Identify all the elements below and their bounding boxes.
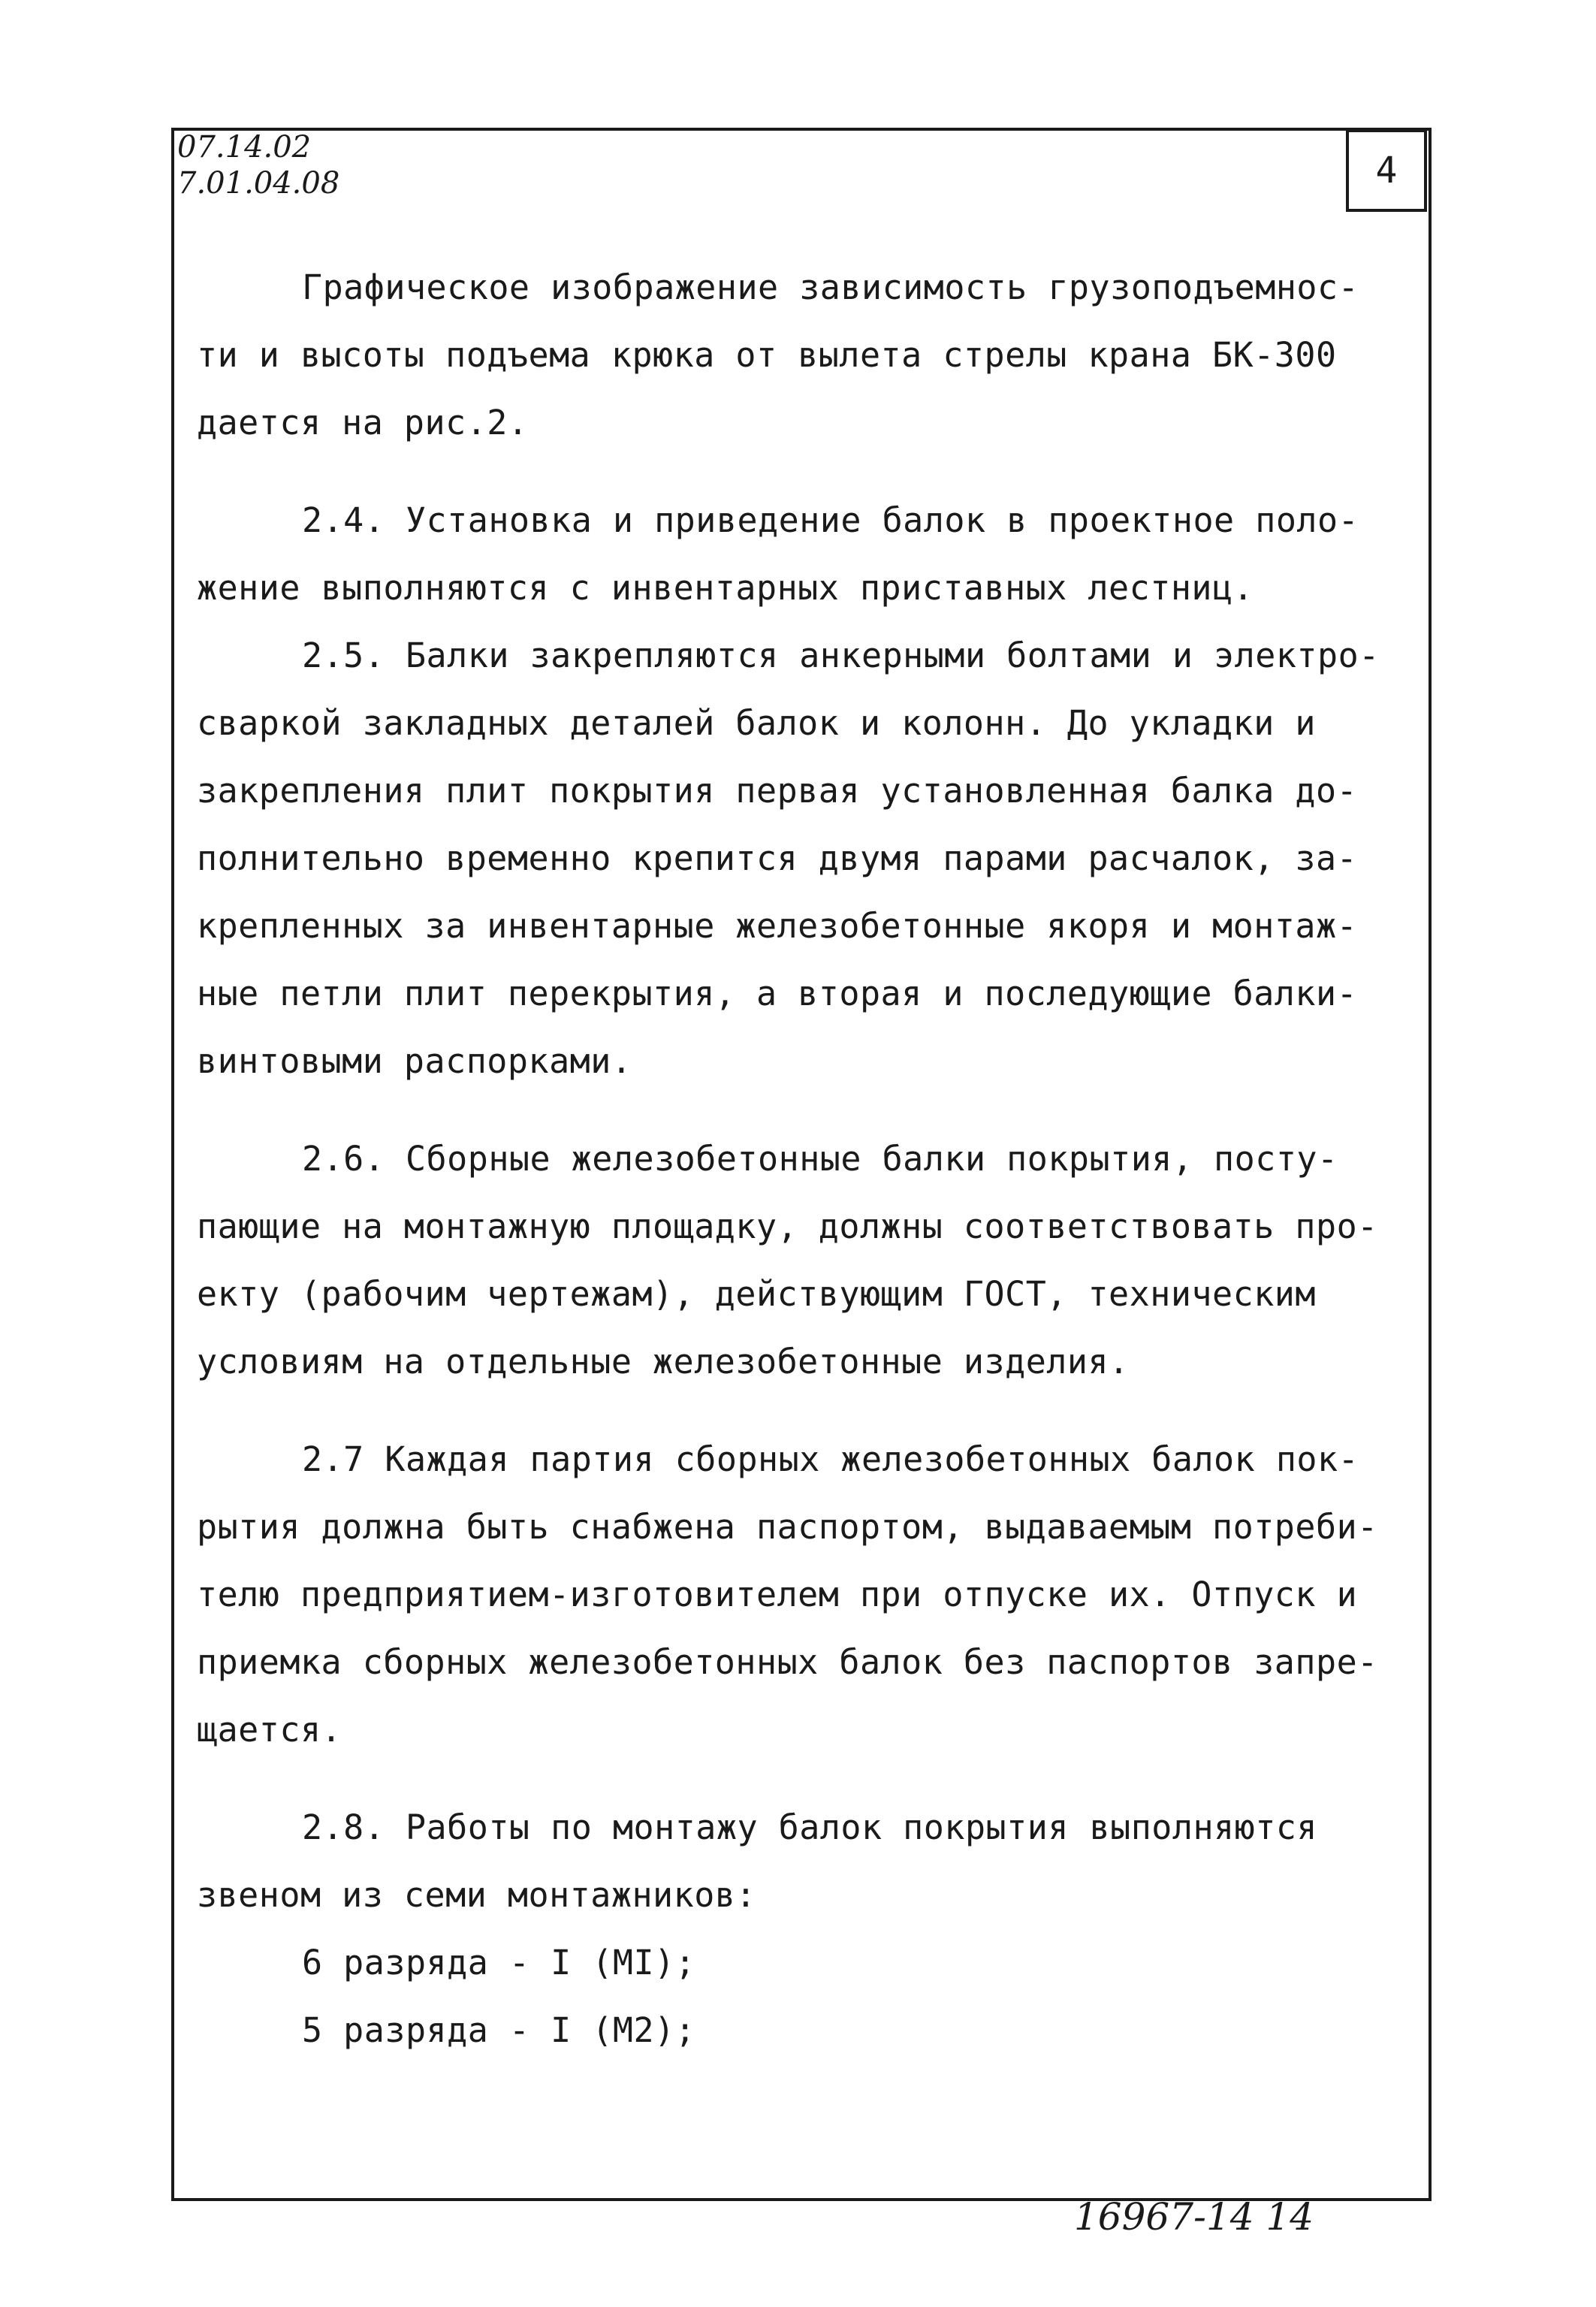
text-line: полнительно временно крепится двумя парами расчалок, за- xyxy=(197,838,1358,878)
text-line: 2.5. Балки закрепляются анкерными болтами и электро- xyxy=(302,636,1380,675)
code-line: 07.14.02 xyxy=(177,130,312,165)
text-line: ные петли плит перекрытия, а вторая и последующие балки- xyxy=(197,974,1358,1013)
paragraph xyxy=(197,1125,1406,1396)
text-line: дается на рис.2. xyxy=(197,403,529,442)
text-line: рытия должна быть снабжена паспортом, выдаваемым потреби- xyxy=(197,1507,1378,1547)
document-number: 16967-14 14 xyxy=(1074,2195,1314,2239)
text-line: Графическое изображение зависимость грузоподъемнос- xyxy=(302,267,1359,307)
page-number: 4 xyxy=(1375,149,1398,192)
text-line: пающие на монтажную площадку, должны соответствовать про- xyxy=(197,1206,1378,1246)
document-body xyxy=(197,254,1406,2064)
paragraph xyxy=(197,487,1406,622)
code-line: 7.01.04.08 xyxy=(177,166,340,201)
paragraph xyxy=(197,1794,1406,1929)
text-line: условиям на отдельные железобетонные изделия. xyxy=(197,1342,1130,1381)
text-line: закрепления плит покрытия первая установленная балка до- xyxy=(197,771,1358,811)
text-line: телю предприятием-изготовителем при отпуске их. Отпуск и xyxy=(197,1575,1358,1614)
text-line: 2.4. Установка и приведение балок в проектное поло- xyxy=(302,500,1359,540)
list-item: 6 разряда - I (МI); xyxy=(302,1943,696,1982)
text-line: жение выполняются с инвентарных приставных лестниц. xyxy=(197,568,1254,608)
text-line: приемка сборных железобетонных балок без паспортов запре- xyxy=(197,1642,1378,1682)
document-codes xyxy=(177,129,339,201)
text-line: щается. xyxy=(197,1710,342,1750)
page-number-box xyxy=(1346,129,1427,212)
paragraph xyxy=(197,622,1406,1095)
text-line: сваркой закладных деталей балок и колонн. До укладки и xyxy=(197,703,1316,743)
text-line: крепленных за инвентарные железобетонные якоря и монтаж- xyxy=(197,906,1358,946)
text-line: екту (рабочим чертежам), действующим ГОСТ, техническим xyxy=(197,1274,1316,1314)
text-line: 2.7 Каждая партия сборных железобетонных балок пок- xyxy=(302,1439,1359,1479)
crew-list xyxy=(197,1929,1406,2064)
text-line: звеном из семи монтажников: xyxy=(197,1875,756,1915)
paragraph xyxy=(197,254,1406,457)
paragraph xyxy=(197,1426,1406,1764)
text-line: винтовыми распорками. xyxy=(197,1041,632,1081)
text-line: 2.8. Работы по монтажу балок покрытия выполняются xyxy=(302,1807,1318,1847)
text-line: 2.6. Сборные железобетонные балки покрытия, посту- xyxy=(302,1139,1338,1179)
text-line: ти и высоты подъема крюка от вылета стрелы крана БК-300 xyxy=(197,335,1337,375)
list-item: 5 разряда - I (М2); xyxy=(302,2010,696,2050)
